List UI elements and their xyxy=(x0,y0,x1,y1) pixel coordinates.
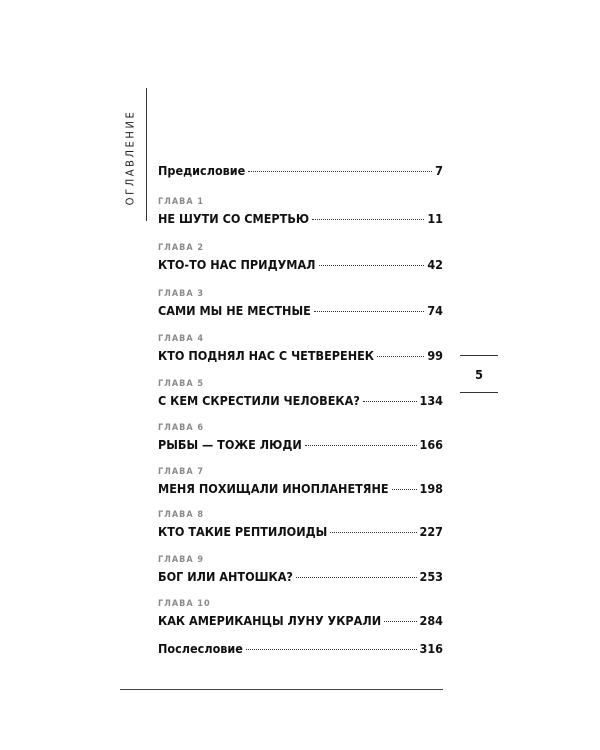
toc-heading-text: ОГЛАВЛЕНИЕ xyxy=(123,109,137,205)
dot-leader xyxy=(246,649,417,650)
chapter-label: ГЛАВА 6 xyxy=(158,423,205,433)
toc-row xyxy=(158,393,443,409)
entry-title: Послесловие xyxy=(158,641,243,656)
chapter-label: ГЛАВА 7 xyxy=(158,467,205,477)
dot-leader xyxy=(363,401,417,402)
toc-row xyxy=(158,303,443,319)
entry-page: 253 xyxy=(419,569,443,584)
entry-title: РЫБЫ — ТОЖЕ ЛЮДИ xyxy=(158,437,302,452)
toc-entry-afterword[interactable] xyxy=(158,641,443,657)
entry-page: 227 xyxy=(419,524,443,539)
entry-title: МЕНЯ ПОХИЩАЛИ ИНОПЛАНЕТЯНЕ xyxy=(158,481,389,496)
toc-row xyxy=(158,257,443,273)
entry-page: 11 xyxy=(427,211,443,226)
toc-row xyxy=(158,348,443,364)
toc-row xyxy=(158,613,443,629)
entry-page: 284 xyxy=(419,613,443,628)
chapter-label: ГЛАВА 8 xyxy=(158,510,205,520)
toc-entry-chapter-10[interactable] xyxy=(158,599,443,629)
toc-entry-chapter-9[interactable] xyxy=(158,555,443,585)
entry-title: Предисловие xyxy=(158,163,246,178)
toc-row xyxy=(158,641,443,657)
entry-title: С КЕМ СКРЕСТИЛИ ЧЕЛОВЕКА? xyxy=(158,393,360,408)
entry-title: НЕ ШУТИ СО СМЕРТЬЮ xyxy=(158,211,310,226)
entry-title: БОГ ИЛИ АНТОШКА? xyxy=(158,569,293,584)
chapter-label: ГЛАВА 5 xyxy=(158,379,205,389)
entry-page: 74 xyxy=(427,303,443,318)
entry-title: КТО ПОДНЯЛ НАС С ЧЕТВЕРЕНЕК xyxy=(158,348,374,363)
toc-entry-chapter-1[interactable] xyxy=(158,197,443,227)
dot-leader xyxy=(314,311,425,312)
entry-page: 316 xyxy=(419,641,443,656)
page-number-rule-bottom xyxy=(460,392,498,393)
toc-row xyxy=(158,569,443,585)
chapter-label: ГЛАВА 9 xyxy=(158,555,205,565)
entry-title: САМИ МЫ НЕ МЕСТНЫЕ xyxy=(158,303,311,318)
dot-leader xyxy=(384,621,416,622)
dot-leader xyxy=(330,532,416,533)
chapter-label: ГЛАВА 2 xyxy=(158,243,205,253)
dot-leader xyxy=(392,489,417,490)
entry-page: 166 xyxy=(419,437,443,452)
entry-page: 198 xyxy=(419,481,443,496)
toc-entry-chapter-6[interactable] xyxy=(158,423,443,453)
dot-leader xyxy=(305,445,417,446)
toc-entry-chapter-2[interactable] xyxy=(158,243,443,273)
toc-entry-chapter-4[interactable] xyxy=(158,334,443,364)
chapter-label: ГЛАВА 1 xyxy=(158,197,205,207)
dot-leader xyxy=(248,171,432,172)
dot-leader xyxy=(312,219,424,220)
entry-title: КТО-ТО НАС ПРИДУМАЛ xyxy=(158,257,316,272)
toc-heading xyxy=(120,100,140,214)
chapter-label: ГЛАВА 4 xyxy=(158,334,205,344)
toc-row xyxy=(158,163,443,179)
entry-page: 99 xyxy=(427,348,443,363)
entry-page: 134 xyxy=(419,393,443,408)
heading-divider xyxy=(146,88,147,221)
toc-entry-chapter-5[interactable] xyxy=(158,379,443,409)
dot-leader xyxy=(377,356,424,357)
page-number: 5 xyxy=(475,367,483,382)
toc-entry-chapter-7[interactable] xyxy=(158,467,443,497)
toc-entry-chapter-3[interactable] xyxy=(158,289,443,319)
dot-leader xyxy=(296,577,417,578)
dot-leader xyxy=(319,265,425,266)
entry-title: КТО ТАКИЕ РЕПТИЛОИДЫ xyxy=(158,524,328,539)
toc-entry-preface[interactable] xyxy=(158,163,443,179)
page-number-rule-top xyxy=(460,355,498,356)
toc-row xyxy=(158,481,443,497)
toc-entry-chapter-8[interactable] xyxy=(158,510,443,540)
entry-page: 42 xyxy=(427,257,443,272)
footer-rule xyxy=(120,689,443,690)
entry-page: 7 xyxy=(435,163,443,178)
toc-row xyxy=(158,524,443,540)
chapter-label: ГЛАВА 10 xyxy=(158,599,211,609)
toc-row xyxy=(158,437,443,453)
toc-row xyxy=(158,211,443,227)
entry-title: КАК АМЕРИКАНЦЫ ЛУНУ УКРАЛИ xyxy=(158,613,382,628)
chapter-label: ГЛАВА 3 xyxy=(158,289,205,299)
